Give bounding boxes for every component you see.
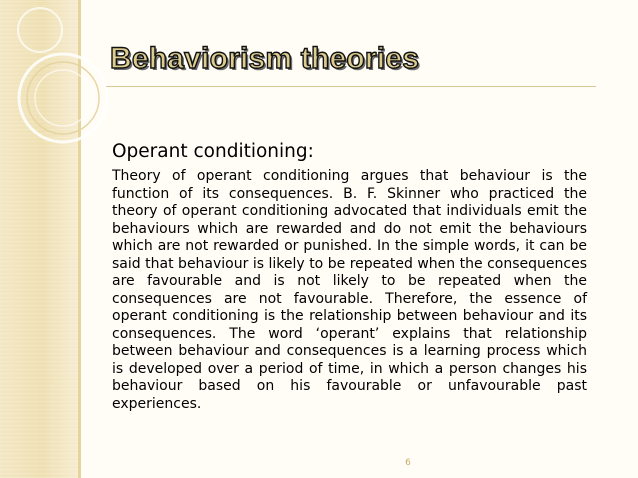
title-divider: [106, 86, 596, 87]
section-subheading: Operant conditioning:: [112, 141, 314, 162]
body-paragraph: Theory of operant conditioning argues that behaviour is the function of its consequences. B. F. Skinner who practiced the theory of operant conditioning advocated that individuals emit the behaviours which are rewarded and do not emit the behaviours which are not rewarded or punished. In the simple words, it can be said that behaviour is likely to be repeated when the consequences are favourable and is not likely to be repeated when the consequences are not favourable. Therefore, the essence of operant conditioning is the relationship between behaviour and its consequences. The word ‘operant’ explains that relationship between behaviour and consequences is a learning process which is developed over a period of time, in which a person changes his behaviour based on his favourable or unfavourable past experiences.: [112, 168, 587, 412]
slide-title: Behaviorism theories: [110, 42, 420, 75]
page-number: 6: [405, 458, 411, 468]
decorative-circles-icon: [0, 0, 130, 160]
